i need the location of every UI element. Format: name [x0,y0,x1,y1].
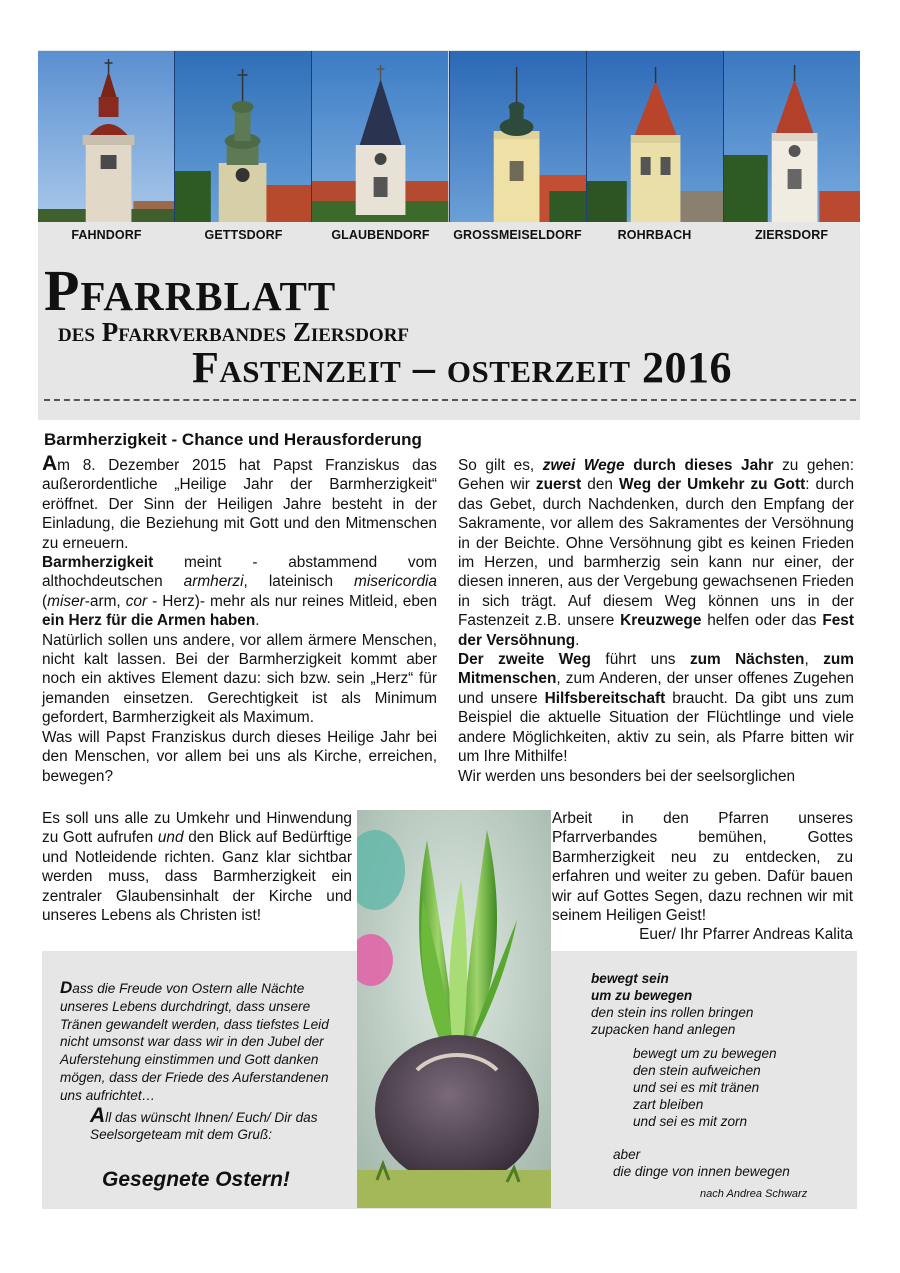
church-photo-strip [38,51,860,222]
article-paragraph: Wir werden uns besonders bei der seelsorglichen [458,767,796,785]
poem-line: bewegt sein [591,971,669,986]
poem-line: den stein ins rollen bringen [591,1005,754,1020]
article-column-left [42,452,438,786]
drop-cap: D [60,978,73,997]
church-photo-gettsdorf [175,51,312,222]
poem-stanza [613,1146,851,1180]
article-column-right [458,456,854,786]
newsletter-subtitle: des Pfarrverbandes Ziersdorf [58,317,410,347]
article-paragraph: Es soll uns alle zu Umkehr und Hinwendung zu Gott aufrufen und den Blick auf Bedürftige und Notleidende richten. Ganz klar sichtbar werden muss, dass Barmherzigkeit ein zentraler Glaubensinhalt der Kirche und unseres Lebens als Christen ist! [42,810,352,925]
parish-label: FAHNDORF [71,228,142,242]
drop-cap: A [42,452,58,475]
article-paragraph: Was will Papst Franziskus durch dieses Heilige Jahr bei den Menschen, vor allem bei uns als Kirche, erreichen, bewegen? [42,728,437,785]
article-title: Barmherzigkeit - Chance und Herausforderung [44,430,422,449]
article-column-left-continued [42,809,352,925]
drop-cap: A [90,1103,106,1127]
easter-blessing: Gesegnete Ostern! [102,1168,290,1191]
poem-line: und sei es mit tränen [633,1080,760,1095]
poem-stanza [591,970,851,1038]
poem-line: die dinge von innen bewegen [613,1164,790,1179]
article-column-right-continued [552,809,853,925]
church-photo-ziersdorf [724,51,860,222]
church-photo-fahndorf [38,51,175,222]
hyacinth-photo [357,810,551,1208]
poem [591,970,851,1180]
church-photo-glaubendorf [312,51,449,222]
article-paragraph: So gilt es, zwei Wege durch dieses Jahr zu gehen: Gehen wir zuerst den Weg der Umkehr zu Gott: durch das Gebet, durch Nachdenken, durch den Empfang der Sakramente, vor allem des Sakramentes der Versöhnung in der Beichte. Ohne Versöhnung gibt es keinen Frieden im Herzen, und barmherzig sein kann nur einer, der diesen inneren, aus der Vergebung gewachsenen Frieden in sich trägt. Auf diesem Weg können uns in der Fastenzeit z.B. unsere Kreuzwege helfen oder das Fest der Versöhnung. [458,457,855,649]
poem-line: aber [613,1147,641,1162]
poem-stanza [633,1045,851,1130]
poem-line: den stein aufweichen [633,1063,761,1078]
poem-author: nach Andrea Schwarz [700,1188,808,1200]
pastor-signature: Euer/ Ihr Pfarrer Andreas Kalita [639,926,853,943]
poem-line: zupacken hand anlegen [591,1022,736,1037]
issue-season: Fastenzeit – osterzeit 2016 [192,343,733,392]
article-paragraph: Barmherzigkeit meint - abstammend vom althochdeutschen armherzi, lateinisch misericordia (miser-arm, cor - Herz)- mehr als nur reines Mitleid, eben ein Herz für die Armen haben. [42,554,438,630]
parish-label: ZIERSDORF [754,228,829,242]
header-divider [44,399,856,401]
easter-wish-paragraph: Dass die Freude von Ostern alle Nächte unseres Lebens durchdringt, dass unsere Tränen gewandelt werden, dass tiefstes Leid nicht umsonst war dass wir in den Jubel der Auferstehung einstimmen und Gott danken mögen, dass der Friede des Auferstandenen uns aufrichtet… [60,978,329,1103]
poem-line: und sei es mit zorn [633,1114,748,1129]
article-paragraph: Arbeit in den Pfarren unseres Pfarrverbandes bemühen, Gottes Barmherzigkeit neu zu entdecken, zu erfahren und weiter zu geben. Dafür bauen wir auf Gottes Segen, dazu rechnen wir mit seinem Heiligen Geist! [552,810,853,925]
article-paragraph: Am 8. Dezember 2015 hat Papst Franziskus das außerordentliche „Heilige Jahr der Barmherzigkeit“ eröffnet. Der Sinn der Heiligen Jahre besteht in der Einladung, die Beziehung mit Gott und den Mitmenschen zu erneuern. [42,452,437,552]
easter-wish-text [60,979,350,1144]
parish-label: ROHRBACH [617,228,692,242]
poem-line: bewegt um zu bewegen [633,1046,777,1061]
church-photo-grossmeiseldorf [450,51,587,222]
parish-names [38,228,860,242]
newsletter-title: Pfarrblatt [44,258,337,323]
church-photo-rohrbach [587,51,724,222]
poem-line: zart bleiben [633,1097,704,1112]
parish-label: GROSSMEISELDORF [453,228,582,242]
article-paragraph: Natürlich sollen uns andere, vor allem ärmere Menschen, nicht kalt lassen. Bei der Barmherzigkeit kommt aber noch ein aktives Element dazu: sich bzw. sein „Herz“ für jemanden einsetzen. Gerechtigkeit ist als Minimum gefordert, Barmherzigkeit als Maximum. [42,631,437,727]
easter-wish-paragraph: All das wünscht Ihnen/ Euch/ Dir das Seelsorgeteam mit dem Gruß: [90,1103,318,1143]
parish-label: GETTSDORF [204,228,283,242]
article-paragraph: Der zweite Weg führt uns zum Nächsten, zum Mitmenschen, zum Anderen, der unser offenes Zugehen und unsere Hilfsbereitschaft braucht. Da gibt uns zum Beispiel die aktuelle Situation der Flüchtlinge und viele andere Möglichkeiten, aktiv zu sein, als Pfarre bitten wir um Ihre Mithilfe! [458,651,855,766]
parish-label: GLAUBENDORF [331,228,430,242]
poem-line: um zu bewegen [591,988,693,1003]
